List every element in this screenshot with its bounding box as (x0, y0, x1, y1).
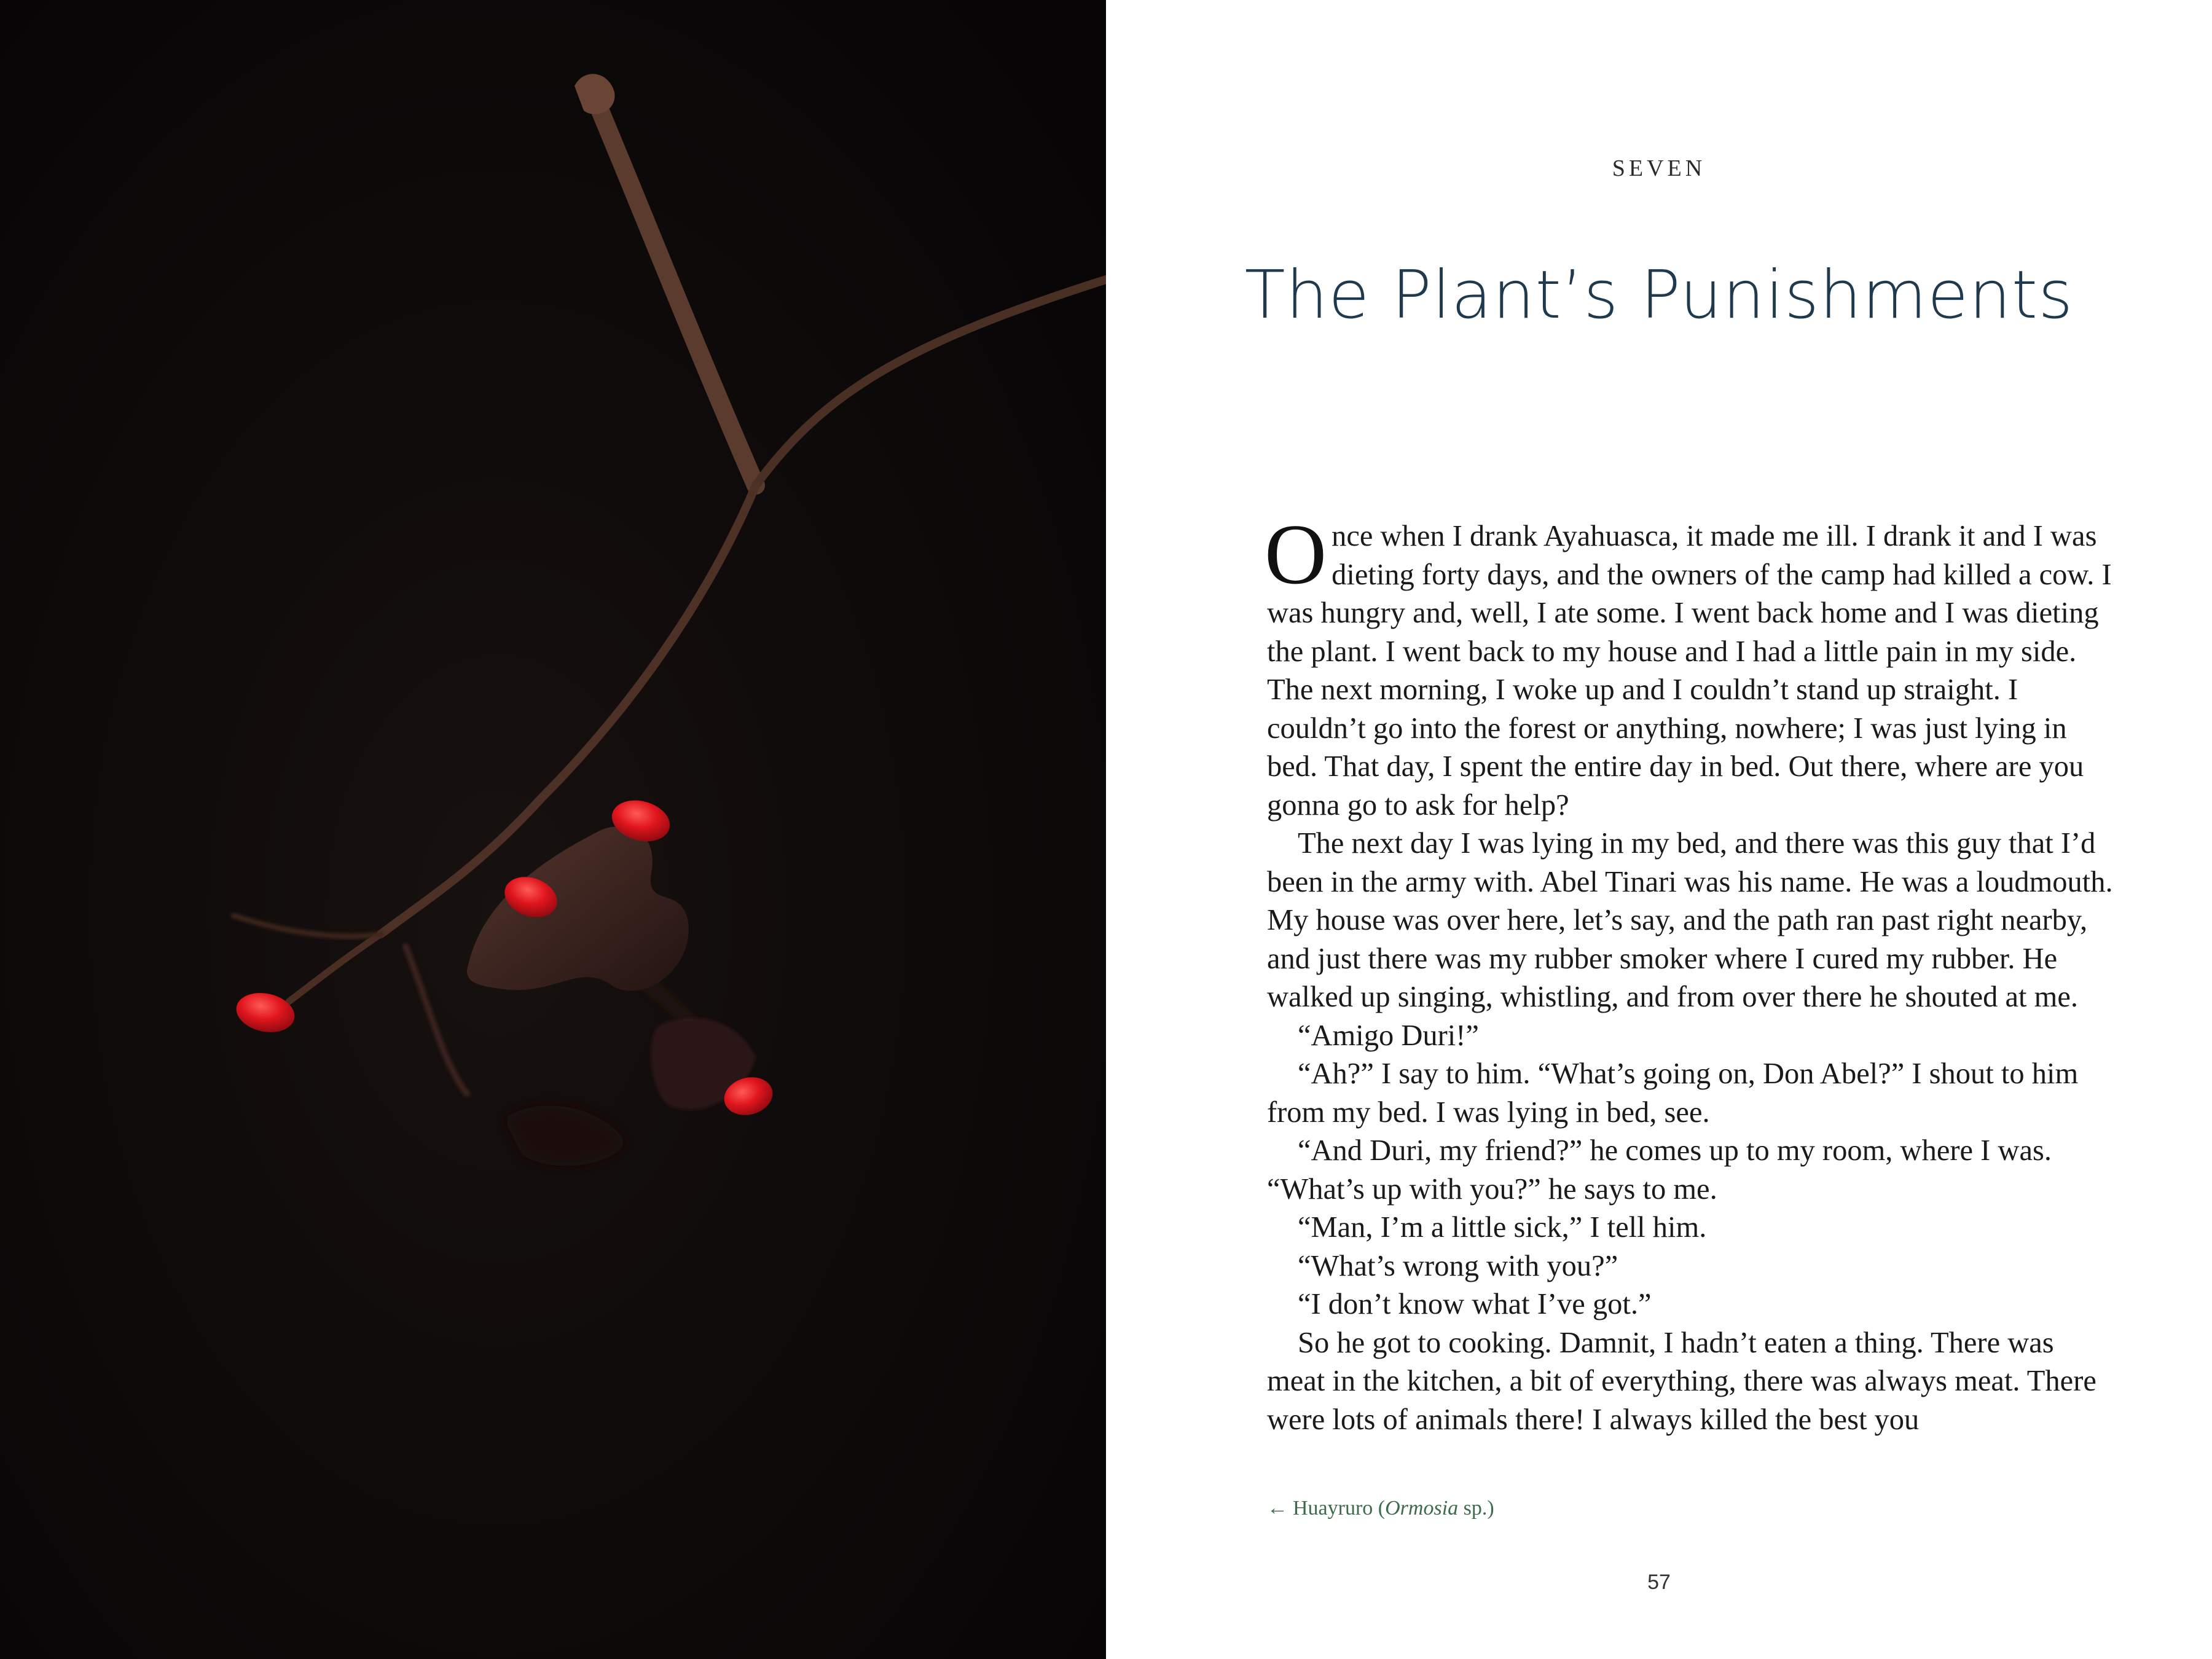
paragraph: “Amigo Duri!” (1298, 1019, 1479, 1052)
page-number: 57 (1647, 1571, 1671, 1594)
paragraph: So he got to cooking. Damnit, I hadn’t eaten a thing. There was meat in the kitchen, a bit of everything, there was always meat. There were lots of animals there! I always killed the best you (1267, 1326, 2096, 1436)
paragraph-text: nce when I drank Ayahuasca, it made me ill. I drank it and I was dieting forty days, and the owners of the camp had killed a cow. I was hungry and, well, I ate some. I went back home and I was dieting the plant. I went back to my house and I had a little pain in my side. The next morning, I woke up and I couldn’t stand up straight. I couldn’t go into the forest or anything, nowhere; I was just lying in bed. That day, I spent the entire day in bed. Out there, where are you gonna go to ask for help? (1267, 520, 2112, 822)
chapter-number: SEVEN (1612, 155, 1706, 181)
photo-caption (1267, 1497, 1820, 1520)
caption-genus: Ormosia (1385, 1497, 1459, 1520)
caption-common-name: Huayruro ( (1293, 1497, 1386, 1520)
chapter-title: The Plant’s Punishments (1244, 257, 2074, 334)
text-page (1106, 0, 2212, 1659)
paragraph: “And Duri, my friend?” he comes up to my room, where I was. “What’s up with you?” he says to me. (1267, 1134, 2052, 1206)
left-arrow-icon: ← (1267, 1497, 1288, 1520)
drop-cap: O (1265, 507, 1327, 602)
caption-rest: sp.) (1458, 1497, 1494, 1520)
chapter-body (1265, 507, 2115, 1439)
paragraph: “I don’t know what I’ve got.” (1298, 1288, 1652, 1320)
paragraph: “Man, I’m a little sick,” I tell him. (1298, 1211, 1707, 1244)
paragraph: “Ah?” I say to him. “What’s going on, Don Abel?” I shout to him from my bed. I was lying in bed, see. (1267, 1057, 2079, 1129)
paragraph: “What’s wrong with you?” (1298, 1249, 1618, 1282)
paragraph: The next day I was lying in my bed, and there was this guy that I’d been in the army with. Abel Tinari was his name. He was a loudmouth. My house was over here, let’s say, and the path ran past right nearby, and just there was my rubber smoker where I cured my rubber. He walked up singing, whistling, and from over there he shouted at me. (1267, 827, 2113, 1013)
paragraph (1265, 507, 2115, 825)
